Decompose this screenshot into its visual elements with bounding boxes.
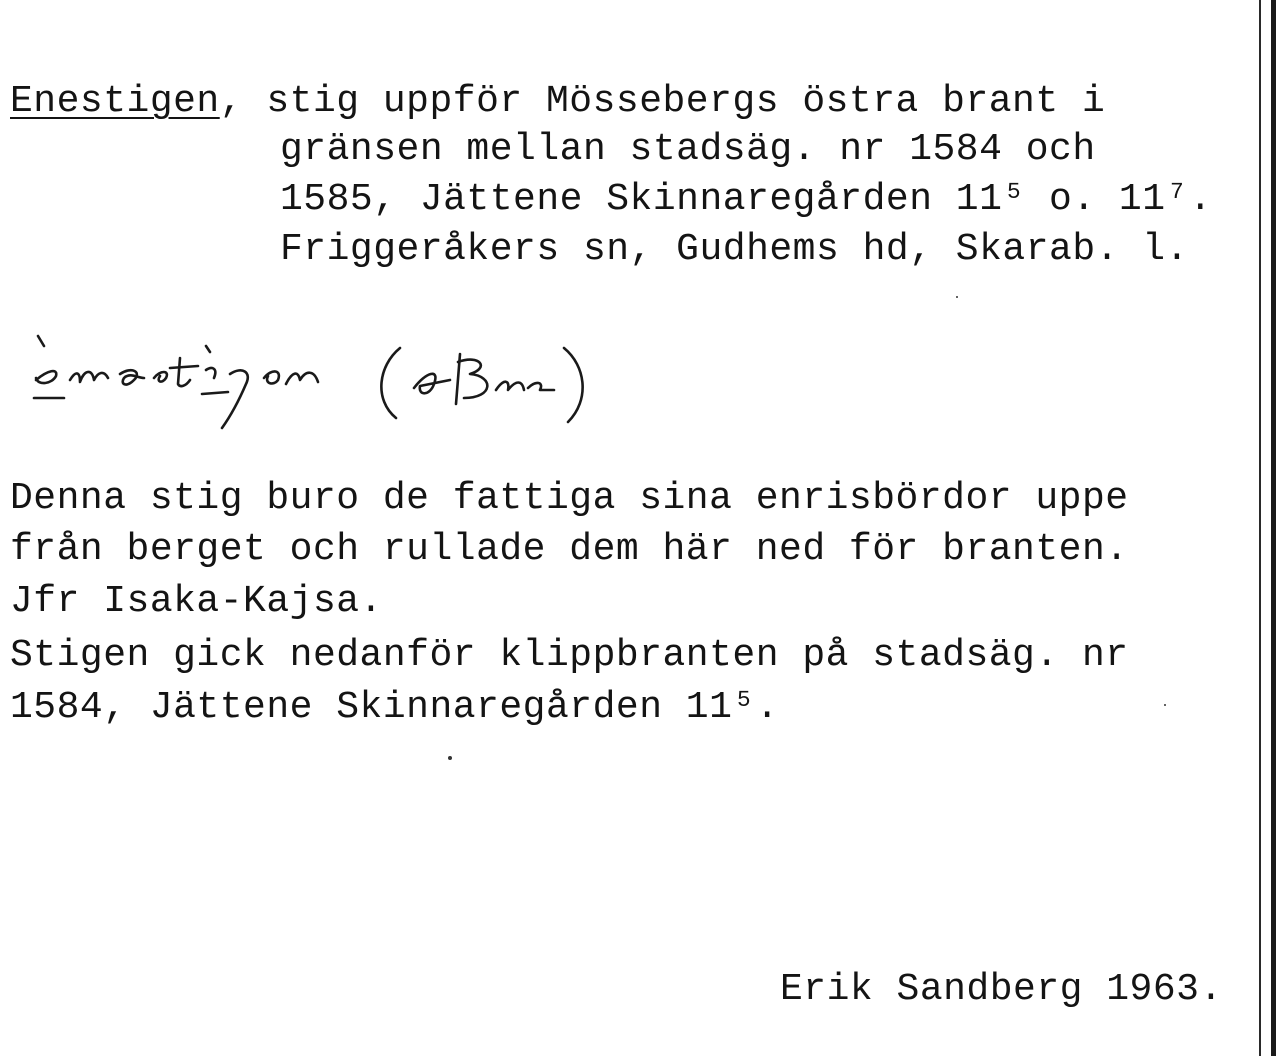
ink-speck <box>956 296 958 298</box>
body-line-3: Jfr Isaka-Kajsa. <box>10 580 383 623</box>
body-line-1: Denna stig buro de fattiga sina enrisbördor uppe <box>10 477 1129 520</box>
entry-line-4: Friggeråkers sn, Gudhems hd, Skarab. l. <box>280 228 1189 271</box>
body-line-2: från berget och rullade dem här ned för branten. <box>10 528 1129 571</box>
entry-line-1-text: , stig uppför Mössebergs östra brant i <box>219 80 1106 123</box>
handwritten-pronunciation <box>20 318 760 438</box>
signature: Erik Sandberg 1963. <box>780 968 1223 1011</box>
ink-speck <box>448 756 452 760</box>
entry-line-2: gränsen mellan stadsäg. nr 1584 och <box>280 128 1096 171</box>
card-edge <box>1271 0 1276 1056</box>
ink-speck <box>1164 704 1166 706</box>
headword: Enestigen <box>10 80 220 123</box>
entry-line-3: 1585, Jättene Skinnaregården 11⁵ o. 11⁷. <box>280 178 1213 221</box>
card-edge-line <box>1259 0 1261 1056</box>
body-line-5: 1584, Jättene Skinnaregården 11⁵. <box>10 686 780 729</box>
body-line-4: Stigen gick nedanför klippbranten på stadsäg. nr <box>10 634 1129 677</box>
entry-line-1 <box>10 78 1105 126</box>
